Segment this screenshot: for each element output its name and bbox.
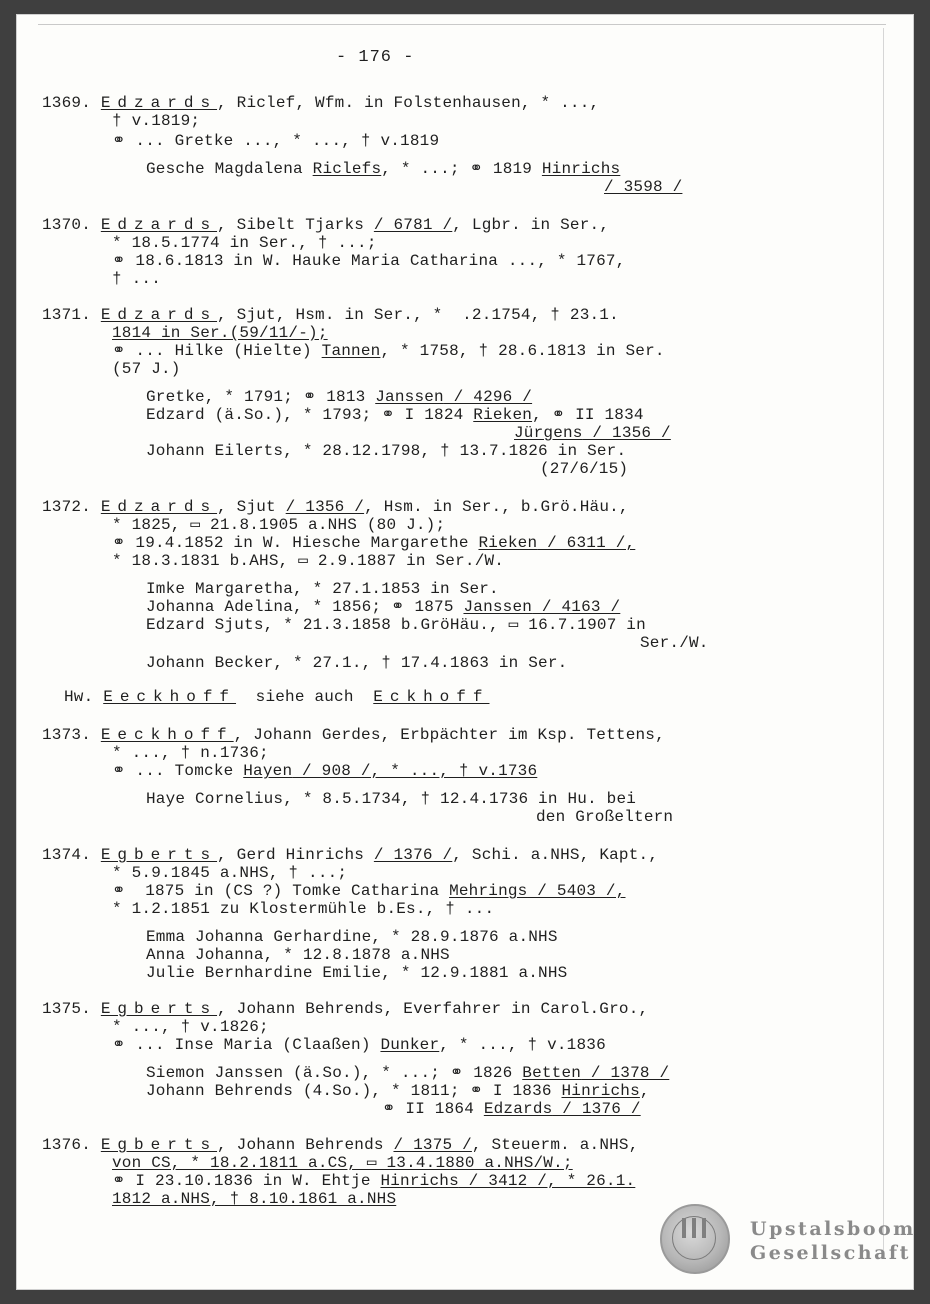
entry-1374-line3: ⚭ 1875 in (CS ?) Tomke Catharina Mehrings / 5403 /, <box>112 882 626 900</box>
entry-1374-line4: * 1.2.1851 zu Klostermühle b.Es., † ... <box>112 900 495 918</box>
entry-1375-child2: Johann Behrends (4.So.), * 1811; ⚭ I 1836 Hinrichs, <box>146 1082 650 1100</box>
entry-1376-line2: von CS, * 18.2.1811 a.CS, ▭ 13.4.1880 a.NHS/W.; <box>112 1154 573 1172</box>
entry-1374-line2: * 5.9.1845 a.NHS, † ...; <box>112 864 348 882</box>
entry-1371-line4: (57 J.) <box>112 360 181 378</box>
entry-1372-child4: Johann Becker, * 27.1., † 17.4.1863 in Ser. <box>146 654 568 672</box>
entry-1374-child2: Anna Johanna, * 12.8.1878 a.NHS <box>146 946 450 964</box>
entry-1371-line2: 1814 in Ser.(59/11/-); <box>112 324 328 342</box>
entry-1375-line3: ⚭ ... Inse Maria (Claaßen) Dunker, * ..., † v.1836 <box>112 1036 606 1054</box>
entry-1372-child2: Johanna Adelina, * 1856; ⚭ 1875 Janssen / 4163 / <box>146 598 621 616</box>
entry-1373-line2: * ..., † n.1736; <box>112 744 269 762</box>
entry-1370-line2: * 18.5.1774 in Ser., † ...; <box>112 234 377 252</box>
entry-1370-line4: † ... <box>112 270 162 288</box>
entry-1371-child2-cont: Jürgens / 1356 / <box>514 424 671 442</box>
entry-1370-line1: 1370. Edzards, Sibelt Tjarks / 6781 /, Lgbr. in Ser., <box>42 216 610 234</box>
entry-1370-line3: ⚭ 18.6.1813 in W. Hauke Maria Catharina ..., * 1767, <box>112 252 626 270</box>
entry-1374-child3: Julie Bernhardine Emilie, * 12.9.1881 a.NHS <box>146 964 568 982</box>
cross-reference: Hw. Eeckhoff siehe auch Eckhoff <box>64 688 490 706</box>
entry-1375-line1: 1375. Egberts, Johann Behrends, Everfahrer in Carol.Gro., <box>42 1000 649 1018</box>
entry-1376-line1: 1376. Egberts, Johann Behrends / 1375 /, Steuerm. a.NHS, <box>42 1136 639 1154</box>
page-number: - 176 - <box>336 48 415 67</box>
entry-1375-child2-cont: ⚭ II 1864 Edzards / 1376 / <box>382 1100 641 1118</box>
brand-line1: Upstalsboom <box>750 1218 916 1240</box>
entry-1372-line4: * 18.3.1831 b.AHS, ▭ 2.9.1887 in Ser./W. <box>112 552 505 570</box>
entry-1371-line3: ⚭ ... Hilke (Hielte) Tannen, * 1758, † 28.6.1813 in Ser. <box>112 342 665 360</box>
right-rule <box>883 28 884 1250</box>
entry-1371-child2: Edzard (ä.So.), * 1793; ⚭ I 1824 Rieken, ⚭ II 1834 <box>146 406 644 424</box>
brand-line2: Gesellschaft <box>750 1242 911 1264</box>
entry-1371-child1: Gretke, * 1791; ⚭ 1813 Janssen / 4296 / <box>146 388 533 406</box>
entry-1372-line2: * 1825, ▭ 21.8.1905 a.NHS (80 J.); <box>112 516 446 534</box>
society-seal-icon <box>660 1204 730 1274</box>
entry-1374-line1: 1374. Egberts, Gerd Hinrichs / 1376 /, Schi. a.NHS, Kapt., <box>42 846 659 864</box>
entry-1369-ref: / 3598 / <box>604 178 683 196</box>
document-page <box>16 14 914 1290</box>
entry-1373-line3: ⚭ ... Tomcke Hayen / 908 /, * ..., † v.1736 <box>112 762 538 780</box>
entry-1375-child1: Siemon Janssen (ä.So.), * ...; ⚭ 1826 Betten / 1378 / <box>146 1064 670 1082</box>
entry-1369-child1: Gesche Magdalena Riclefs, * ...; ⚭ 1819 Hinrichs <box>146 160 621 178</box>
entry-1371-child3-cont: (27/6/15) <box>540 460 629 478</box>
entry-1372-child1: Imke Margaretha, * 27.1.1853 in Ser. <box>146 580 499 598</box>
entry-1376-line3: ⚭ I 23.10.1836 in W. Ehtje Hinrichs / 3412 /, * 26.1. <box>112 1172 636 1190</box>
entry-1369-line2: † v.1819; <box>112 112 201 130</box>
entry-1371-child3: Johann Eilerts, * 28.12.1798, † 13.7.1826 in Ser. <box>146 442 627 460</box>
entry-1376-line4: 1812 a.NHS, † 8.10.1861 a.NHS <box>112 1190 397 1208</box>
top-rule <box>38 24 886 25</box>
entry-1372-line3: ⚭ 19.4.1852 in W. Hiesche Margarethe Rieken / 6311 /, <box>112 534 636 552</box>
entry-1373-line1: 1373. Eeckhoff, Johann Gerdes, Erbpächter im Ksp. Tettens, <box>42 726 665 744</box>
entry-1371-line1: 1371. Edzards, Sjut, Hsm. in Ser., * .2.1754, † 23.1. <box>42 306 619 324</box>
entry-1372-line1: 1372. Edzards, Sjut / 1356 /, Hsm. in Ser., b.Grö.Häu., <box>42 498 629 516</box>
entry-1372-child3-cont: Ser./W. <box>640 634 709 652</box>
entry-1375-line2: * ..., † v.1826; <box>112 1018 269 1036</box>
entry-1373-child1: Haye Cornelius, * 8.5.1734, † 12.4.1736 in Hu. bei <box>146 790 637 808</box>
entry-1374-child1: Emma Johanna Gerhardine, * 28.9.1876 a.NHS <box>146 928 558 946</box>
entry-1369-line3: ⚭ ... Gretke ..., * ..., † v.1819 <box>112 132 440 150</box>
entry-1372-child3: Edzard Sjuts, * 21.3.1858 b.GröHäu., ▭ 16.7.1907 in <box>146 616 646 634</box>
entry-1369-line1: 1369. Edzards, Riclef, Wfm. in Folstenhausen, * ..., <box>42 94 600 112</box>
entry-1373-child1-cont: den Großeltern <box>536 808 674 826</box>
